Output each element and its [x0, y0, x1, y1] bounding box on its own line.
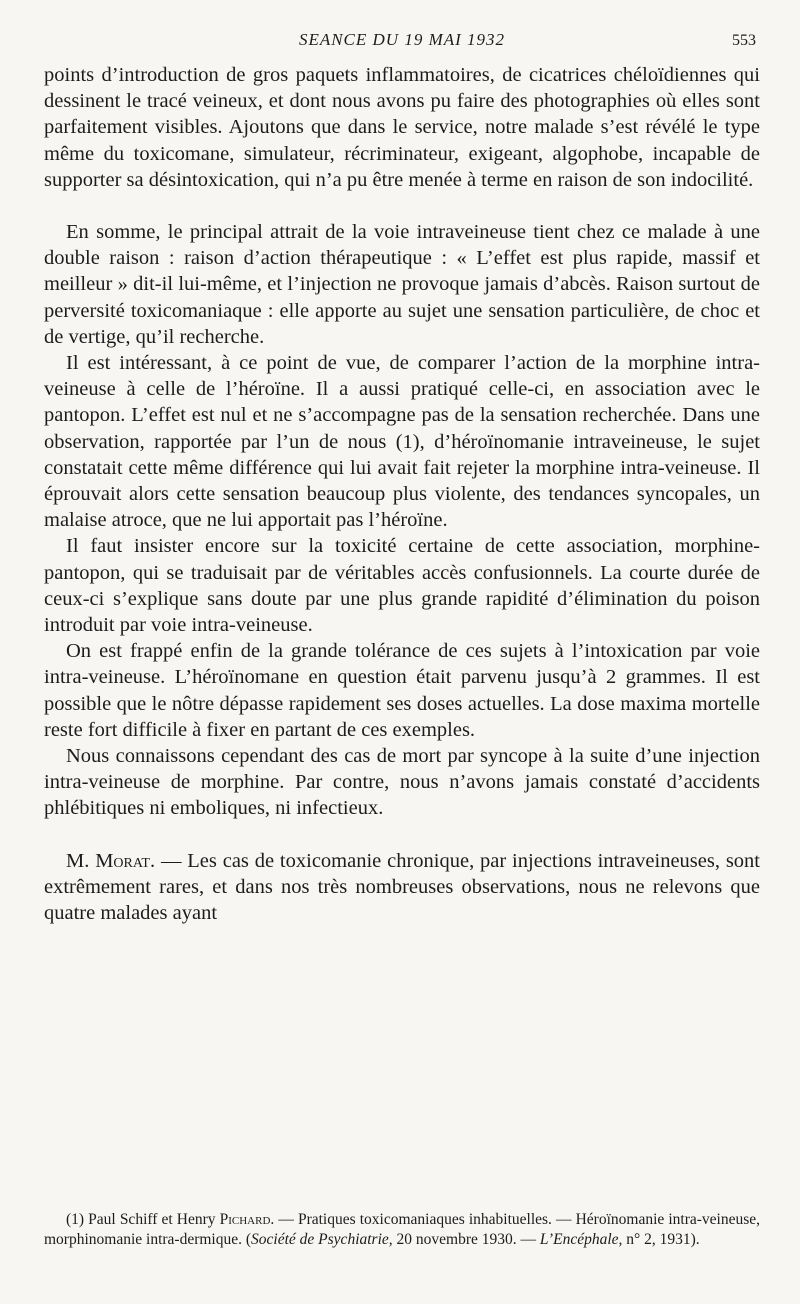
paragraph-continued: points d’introduction de gros paquets inflammatoires, de cicatrices chéloïdiennes qui dessinent le tracé veineux, et dont nous avons pu faire des photographies où elles sont parfaitement visibles. Ajoutons que dans le service, notre malade s’est révélé le type même du toxicomane, simulateur, récriminateur, exigeant, algophobe, incapable de supporter sa désintoxication, qui n’a pu être menée à terme en raison de son indocilité.: [44, 64, 760, 191]
running-header: [44, 26, 760, 62]
running-title: SEANCE DU 19 MAI 1932: [298, 30, 506, 49]
footnote: [44, 1210, 760, 1250]
page-number: 553: [732, 32, 756, 49]
footnote-source: Société de Psychiatrie,: [251, 1231, 393, 1248]
body-text: [44, 62, 760, 926]
paragraph: Il faut insister encore sur la toxicité certaine de cette association, morphine-pantopon, qui se traduisait par de véritables accès confusionnels. La courte durée de ceux-ci s’explique sans doute par une plus grande rapidité d’élimination du poison introduit par voie intra-veineuse.: [44, 535, 760, 637]
paragraph: On est frappé enfin de la grande tolérance de ces sujets à l’intoxication par voie intra-veineuse. L’héroïnomane en question était parvenu jusqu’à 2 grammes. Il est possible que le nôtre dépasse rapidement ses doses actuelles. La dose maxima mortelle reste fort difficile à fixer en partant de ces exemples.: [44, 640, 760, 741]
speaker-name: M. Morat.: [66, 849, 156, 872]
intervention-text: — Les cas de toxicomanie chronique, par injections intraveineuses, sont extrêmement rares, et dans nos très nombreuses observations, nous ne relevons que quatre malades ayant: [44, 849, 760, 925]
paragraph: En somme, le principal attrait de la voie intraveineuse tient chez ce malade à une double raison : raison d’action thérapeutique : « L’effet est plus rapide, massif et meilleur » dit-il lui-même, et l’injection ne provoque jamais d’abcès. Raison surtout de perversité toxicomaniaque : elle apporte au sujet une sensation particulière, de choc et de vertige, qu’il recherche.: [44, 221, 760, 348]
footnote-issue: n° 2, 1931).: [622, 1231, 700, 1248]
intervention-paragraph: [44, 848, 760, 927]
footnote-conjunction: et Henry: [157, 1211, 220, 1228]
paragraph: Il est intéressant, à ce point de vue, de comparer l’action de la morphine intra-veineuse à celle de l’héroïne. Il a aussi pratiqué celle-ci, en association avec le pantopon. L’effet est nul et ne s’accompagne pas de la sensation recherchée. Dans une observation, rapportée par l’un de nous (1), d’héroïnomanie intraveineuse, le sujet constatait cette même différence qui lui avait fait rejeter la morphine intra-veineuse. Il éprouvait alors cette sensation beaucoup plus violente, des tendances syncopales, un malaise atroce, que ne lui apportait pas l’héroïne.: [44, 352, 760, 532]
footnote-author: Paul Schiff: [88, 1211, 158, 1228]
footnote-title: . — Pratiques toxicomaniaques inhabituelles. — Héroïnomanie intra-veineuse, morphinomanie intra-dermique. (: [44, 1211, 761, 1248]
footnote-marker: (1): [66, 1211, 89, 1228]
footnote-date: 20 novembre 1930. —: [392, 1231, 540, 1248]
footnote-journal: L’Encéphale,: [539, 1231, 623, 1248]
footnote-author: Pichard: [219, 1211, 271, 1228]
paragraph: Nous connaissons cependant des cas de mort par syncope à la suite d’une injection intra-veineuse de morphine. Par contre, nous n’avons jamais constaté d’accidents phlébitiques ni emboliques, ni infectieux.: [44, 745, 760, 820]
footnote-text: [44, 1210, 760, 1250]
